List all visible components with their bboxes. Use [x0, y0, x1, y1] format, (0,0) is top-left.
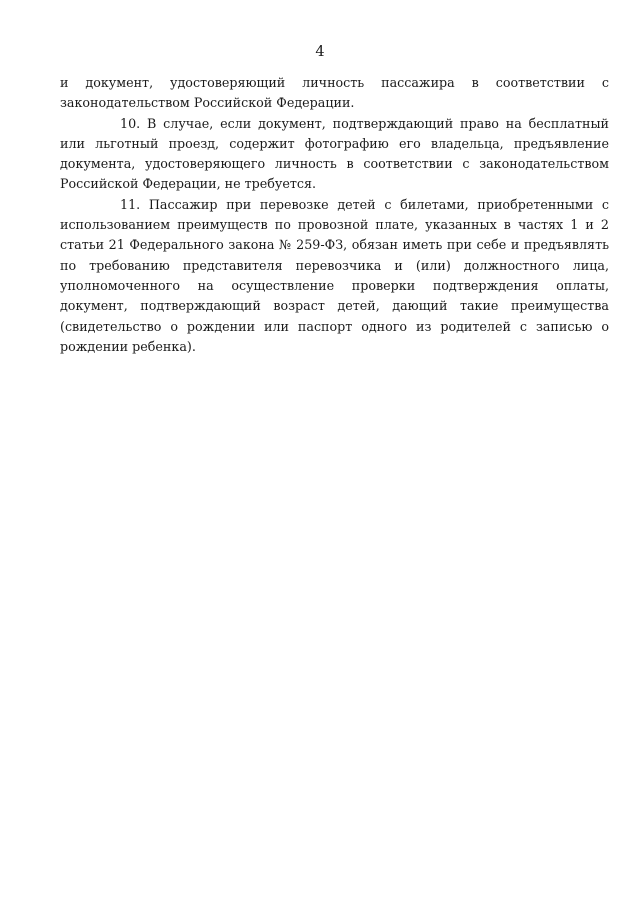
- document-body: [60, 73, 609, 357]
- page-number: 4: [315, 44, 325, 60]
- paragraph-item-11: 11. Пассажир при перевозке детей с билетами, приобретенными с использованием преимуществ по провозной плате, указанных в частях 1 и 2 статьи 21 Федерального закона № 259-ФЗ, обязан иметь при себе и предъявлять по требованию представителя перевозчика и (или) должностного лица, уполномоченного на осуществление проверки подтверждения оплаты, документ, подтверждающий возраст детей, дающий такие преимущества (свидетельство о рождении или паспорт одного из родителей с записью о рождении ребенка).: [60, 196, 609, 354]
- paragraph-item-10: 10. В случае, если документ, подтверждающий право на бесплатный или льготный проезд, содержит фотографию его владельца, предъявление документа, удостоверяющего личность в соответствии с законодательством Российской Федерации, не требуется.: [60, 115, 609, 192]
- paragraph-continuation: и документ, удостоверяющий личность пассажира в соответствии с законодательством Российской Федерации.: [60, 75, 609, 111]
